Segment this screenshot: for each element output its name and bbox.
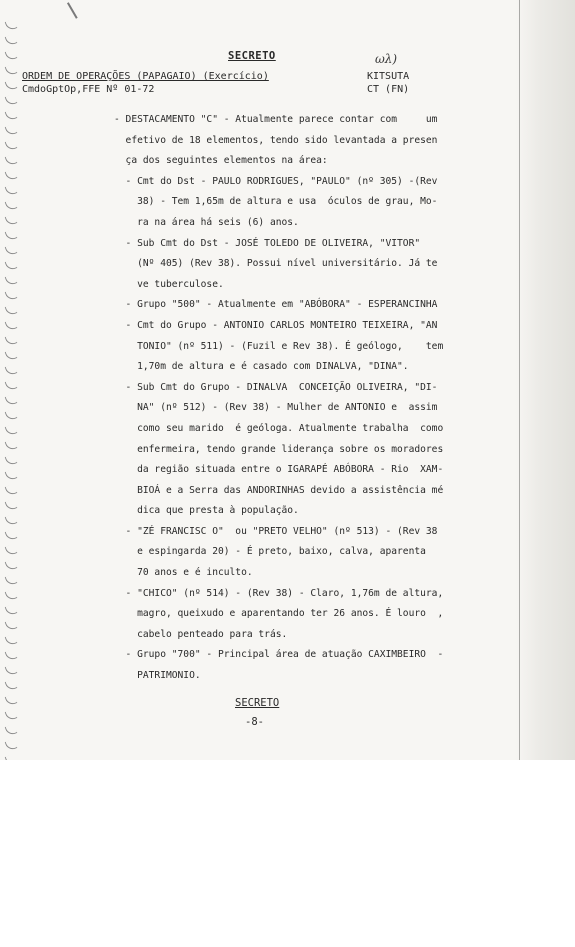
body-line: BIOÁ e a Serra das ANDORINHAS devido a assistência mé	[114, 484, 444, 496]
body-line: 70 anos e é inculto.	[114, 567, 253, 579]
binding-hole-mark	[5, 724, 18, 737]
handwritten-initials: ωλ)	[375, 52, 398, 66]
body-line: - Cmt do Dst - PAULO RODRIGUES, "PAULO" (nº 305) -(Rev	[114, 175, 438, 187]
document-body	[114, 110, 486, 687]
binding-hole-mark	[5, 604, 18, 617]
body-line: cabelo penteado para trás.	[114, 628, 288, 640]
binding-hole-mark	[5, 664, 18, 677]
body-line: e espingarda 20) - É preto, baixo, calva, aparenta	[114, 546, 426, 558]
classification-bottom: SECRETO	[235, 697, 280, 709]
binding-hole-mark	[5, 124, 18, 137]
author-name: KITSUTA	[367, 71, 410, 82]
binding-hole-mark	[5, 79, 18, 92]
body-line: - Sub Cmt do Dst - JOSÉ TOLEDO DE OLIVEIRA, "VITOR"	[114, 237, 421, 249]
binding-hole-mark	[5, 214, 18, 227]
binding-hole-mark	[5, 199, 18, 212]
binding-hole-mark	[5, 454, 18, 467]
body-line: TONIO" (nº 511) - (Fuzil e Rev 38). É geólogo, tem	[114, 340, 444, 352]
binding-hole-mark	[5, 19, 18, 32]
body-line: - Grupo "700" - Principal área de atuação CAXIMBEIRO -	[114, 649, 444, 661]
body-line: - Cmt do Grupo - ANTONIO CARLOS MONTEIRO TEIXEIRA, "AN	[114, 319, 438, 331]
classification-top: SECRETO	[228, 50, 276, 62]
binding-hole-mark	[5, 544, 18, 557]
binding-hole-mark	[5, 229, 18, 242]
binding-hole-mark	[5, 259, 18, 272]
binding-hole-mark	[5, 154, 18, 167]
binding-hole-mark	[5, 694, 18, 707]
binding-hole-mark	[5, 559, 18, 572]
binding-hole-mark	[5, 409, 18, 422]
binding-hole-mark	[5, 619, 18, 632]
corner-pen-mark	[58, 2, 77, 24]
binding-hole-mark	[5, 529, 18, 542]
binding-hole-mark	[5, 139, 18, 152]
binding-hole-mark	[5, 34, 18, 47]
binding-hole-mark	[5, 469, 18, 482]
binding-hole-mark	[5, 634, 18, 647]
body-line: - Grupo "500" - Atualmente em "ABÓBORA" - ESPERANCINHA	[114, 299, 438, 311]
body-line: NA" (nº 512) - (Rev 38) - Mulher de ANTONIO e assim	[114, 402, 438, 414]
binding-hole-mark	[5, 499, 18, 512]
body-line: (Nº 405) (Rev 38). Possui nível universitário. Já te	[114, 258, 438, 270]
binding-hole-mark	[5, 394, 18, 407]
binding-hole-mark	[5, 319, 18, 332]
binding-hole-mark	[5, 514, 18, 527]
binding-hole-mark	[5, 589, 18, 602]
page-number: -8-	[245, 716, 264, 728]
binding-hole-mark	[5, 94, 18, 107]
binding-hole-mark	[5, 574, 18, 587]
binding-hole-mark	[5, 484, 18, 497]
binding-hole-mark	[5, 379, 18, 392]
author-block	[367, 70, 409, 96]
body-line: - "CHICO" (nº 514) - (Rev 38) - Claro, 1,76m de altura,	[114, 587, 444, 599]
binding-hole-mark	[5, 274, 18, 287]
body-line: da região situada entre o IGARAPÉ ABÓBORA - Rio XAM-	[114, 464, 444, 476]
body-line: magro, queixudo e aparentando ter 26 anos. É louro ,	[114, 608, 444, 620]
body-line: - "ZÉ FRANCISC O" ou "PRETO VELHO" (nº 513) - (Rev 38	[114, 525, 438, 537]
order-title: ORDEM DE OPERAÇÕES (PAPAGAIO) (Exercício)	[22, 71, 269, 82]
body-line: 1,70m de altura e é casado com DINALVA, "DINA".	[114, 361, 409, 373]
binding-hole-mark	[5, 64, 18, 77]
binding-hole-mark	[5, 304, 18, 317]
order-reference	[22, 70, 269, 96]
binding-hole-mark	[5, 169, 18, 182]
binding-hole-mark	[5, 109, 18, 122]
binding-hole-mark	[5, 349, 18, 362]
binding-hole-mark	[5, 439, 18, 452]
binding-hole-mark	[5, 424, 18, 437]
binding-hole-mark	[5, 649, 18, 662]
body-line: 38) - Tem 1,65m de altura e usa óculos de grau, Mo-	[114, 196, 438, 208]
order-number: CmdoGptOp,FFE Nº 01-72	[22, 84, 155, 95]
body-line: efetivo de 18 elementos, tendo sido levantada a presen	[114, 134, 438, 146]
binding-hole-mark	[5, 334, 18, 347]
binding-holes	[0, 0, 22, 790]
binding-hole-mark	[5, 739, 18, 752]
binding-hole-mark	[5, 364, 18, 377]
binding-hole-mark	[5, 244, 18, 257]
body-line: ça dos seguintes elementos na área:	[114, 155, 328, 167]
scan-bottom-margin	[0, 760, 575, 947]
body-line: ve tuberculose.	[114, 278, 224, 290]
binding-hole-mark	[5, 709, 18, 722]
body-line: como seu marido é geóloga. Atualmente trabalha como	[114, 422, 444, 434]
binding-hole-mark	[5, 49, 18, 62]
body-line: PATRIMONIO.	[114, 670, 201, 682]
binding-hole-mark	[5, 289, 18, 302]
body-line: - DESTACAMENTO "C" - Atualmente parece contar com um	[114, 114, 438, 125]
body-line: enfermeira, tendo grande liderança sobre os moradores	[114, 443, 444, 455]
scan-right-edge	[515, 0, 575, 760]
author-rank: CT (FN)	[367, 84, 410, 95]
binding-hole-mark	[5, 679, 18, 692]
binding-hole-mark	[5, 184, 18, 197]
body-line: dica que presta à população.	[114, 505, 299, 517]
body-line: ra na área há seis (6) anos.	[114, 216, 299, 228]
body-line: - Sub Cmt do Grupo - DINALVA CONCEIÇÃO OLIVEIRA, "DI-	[114, 381, 438, 393]
